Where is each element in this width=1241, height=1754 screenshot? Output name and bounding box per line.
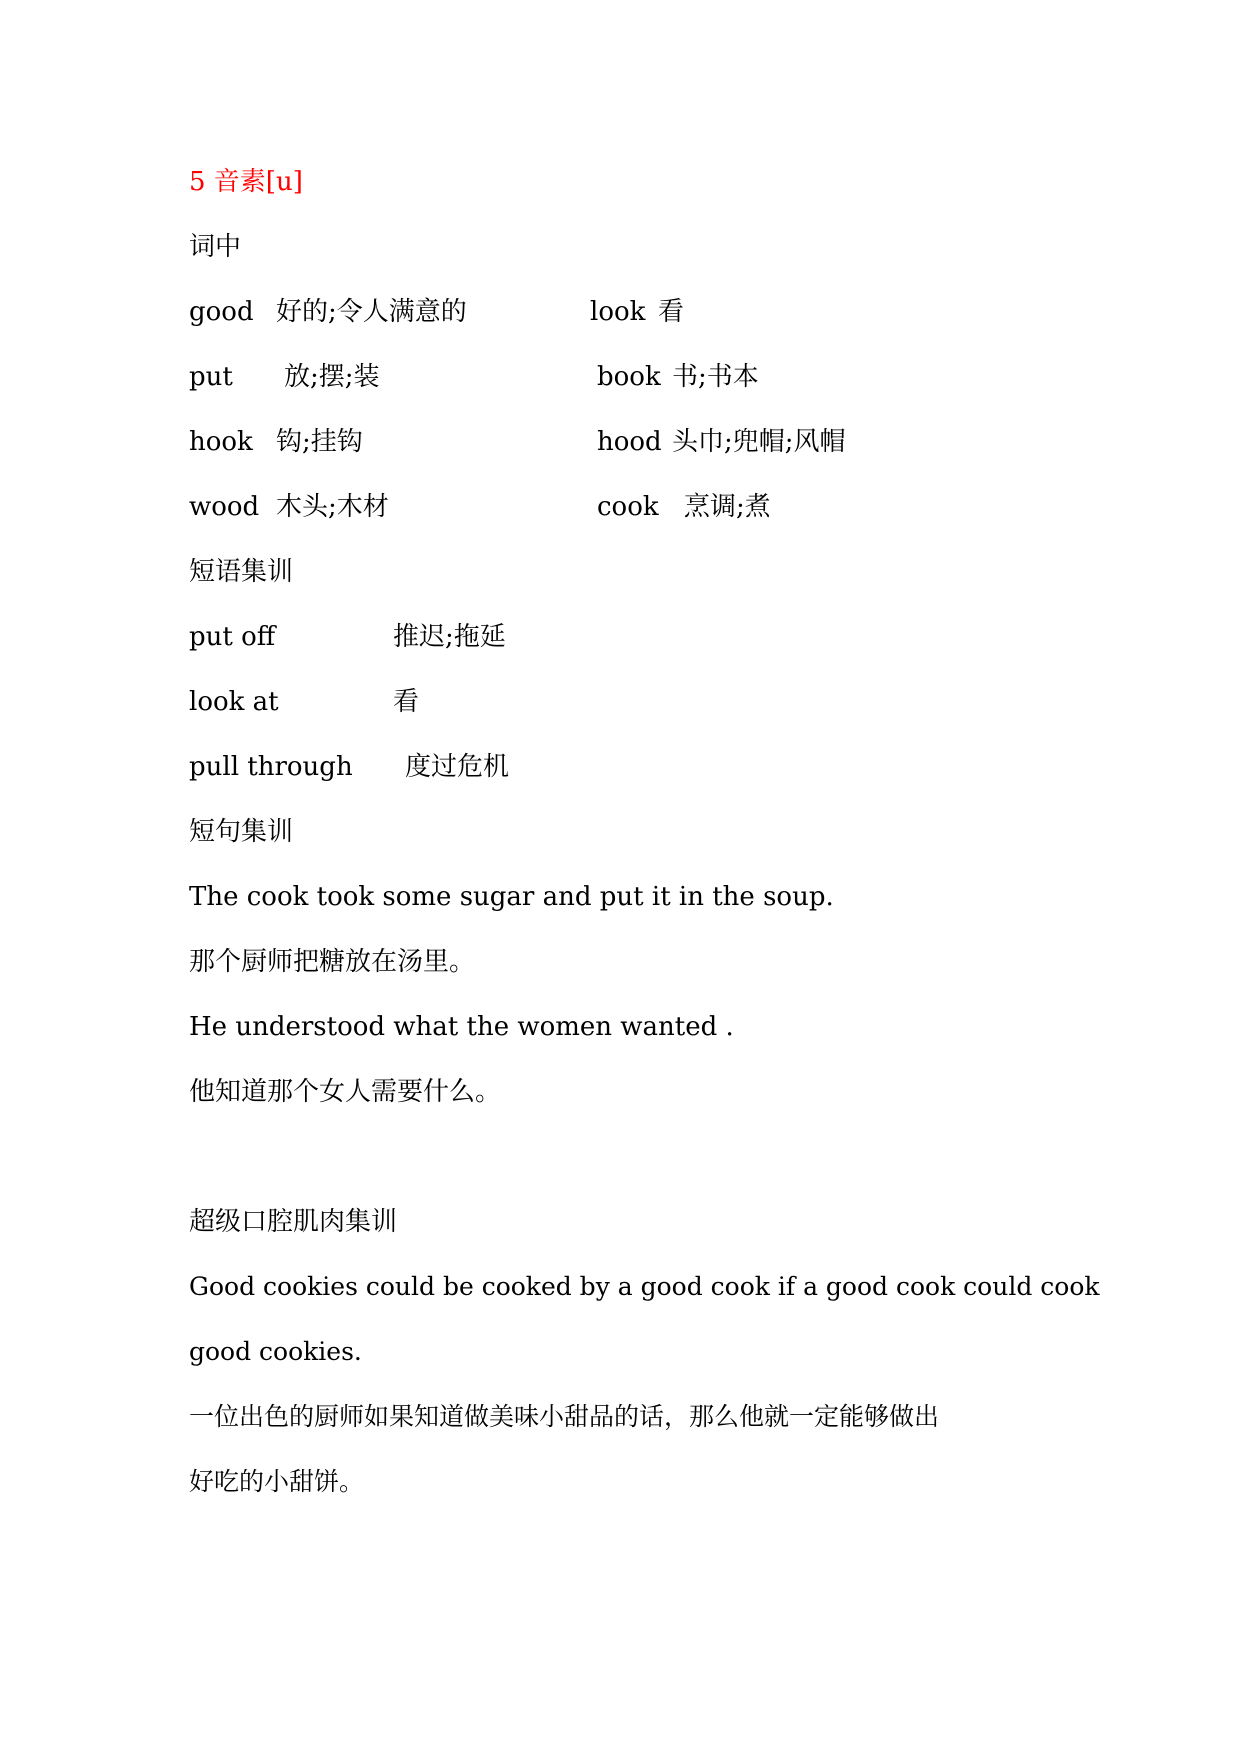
sentence-en: The cook took some sugar and put it in the soup. <box>189 882 834 912</box>
word-zh: 头巾;兜帽;风帽 <box>672 427 846 457</box>
phrase-en: look at <box>189 687 279 717</box>
word-row <box>189 491 889 523</box>
phrase-row <box>189 686 689 718</box>
word-zh: 木头;木材 <box>276 492 389 522</box>
phrase-row <box>189 621 689 653</box>
word-zh: 看 <box>658 297 685 327</box>
sentence-zh: 那个厨师把糖放在汤里。 <box>189 947 476 977</box>
section-heading-sentences: 短句集训 <box>189 817 294 847</box>
tongue-twister-zh: 一位出色的厨师如果知道做美味小甜品的话，那么他就一定能够做出 <box>189 1402 940 1431</box>
word-zh: 放;摆;装 <box>284 362 380 392</box>
phrase-zh: 度过危机 <box>405 752 510 782</box>
sentence-en: He understood what the women wanted . <box>189 1012 734 1042</box>
word-en: book <box>597 362 661 392</box>
phrase-en: put off <box>189 622 276 652</box>
phrase-row <box>189 751 689 783</box>
word-row <box>189 361 889 393</box>
word-zh: 烹调;煮 <box>684 492 771 522</box>
tongue-twister-en: Good cookies could be cooked by a good cook if a good cook could cook <box>189 1272 1100 1301</box>
word-en: cook <box>597 492 659 522</box>
word-en: hook <box>189 427 253 457</box>
word-en: hood <box>597 427 662 457</box>
word-zh: 钩;挂钩 <box>276 427 363 457</box>
word-row <box>189 426 889 458</box>
tongue-twister-en-cont: good cookies. <box>189 1337 362 1366</box>
tongue-twister-zh-cont: 好吃的小甜饼。 <box>189 1467 365 1496</box>
word-en: wood <box>189 492 260 522</box>
phrase-en: pull through <box>189 752 353 782</box>
word-zh: 书;书本 <box>672 362 759 392</box>
word-en: look <box>590 297 646 327</box>
phrase-zh: 推迟;拖延 <box>393 622 506 652</box>
section-heading-phrases: 短语集训 <box>189 557 294 587</box>
word-row <box>189 296 889 328</box>
sentence-zh: 他知道那个女人需要什么。 <box>189 1077 502 1107</box>
section-heading-words: 词中 <box>189 232 242 262</box>
word-en: put <box>189 362 233 392</box>
page-title: 5 音素[u] <box>189 167 303 197</box>
section-heading-tongue-twister: 超级口腔肌肉集训 <box>189 1207 398 1237</box>
phrase-zh: 看 <box>393 687 420 717</box>
word-zh: 好的;令人满意的 <box>276 297 467 327</box>
word-en: good <box>189 297 254 327</box>
